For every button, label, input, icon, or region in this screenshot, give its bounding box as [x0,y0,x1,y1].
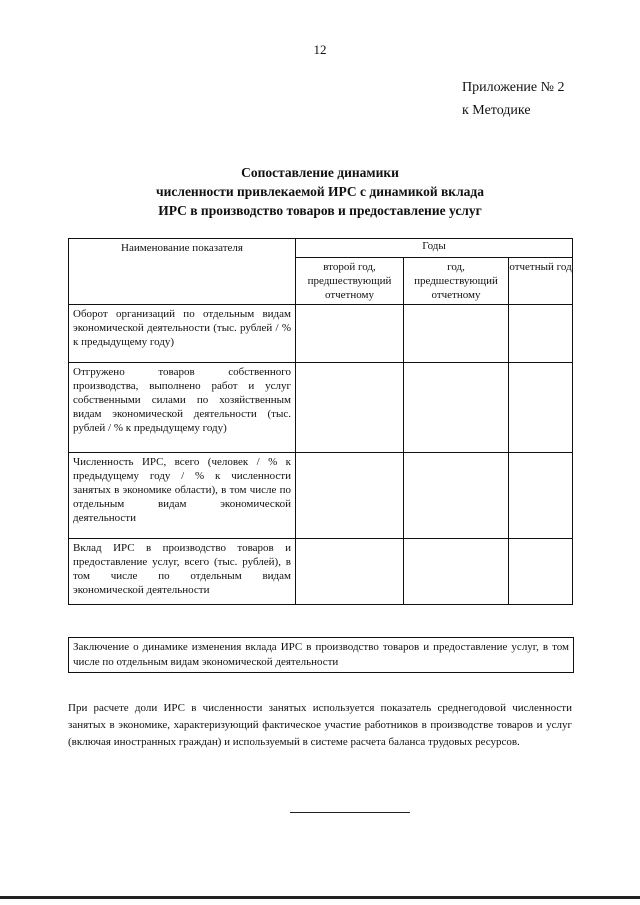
annex-line-1: Приложение № 2 [462,80,565,95]
title-line-3: ИРС в производство товаров и предоставление услуг [158,203,482,218]
table-cell [296,539,404,605]
table-cell [509,453,573,539]
annex-reference [462,76,565,122]
table-row [69,363,573,453]
footnote-text: При расчете доли ИРС в численности занятых используется показатель среднегодовой численности занятых в экономике, характеризующий фактическое участие работников в производстве товаров и услуг (включая иностранных граждан) и используемый в системе расчета баланса трудовых ресурсов. [68,702,572,748]
table-cell [404,453,509,539]
header-indicator-name: Наименование показателя [69,239,296,305]
header-col-prior-year: год, предшествующий отчетному [404,258,509,305]
table-cell [296,305,404,363]
row-label-shipped-goods: Отгружено товаров собственного производства, выполнено работ и услуг собственными силами по хозяйственным видам экономической деятельности (тыс. рублей / % к предыдущему году) [69,363,296,453]
header-col-second-prior-year: второй год, предшествующий отчетному [296,258,404,305]
annex-line-2: к Методике [462,103,531,118]
table-cell [404,305,509,363]
table-row [69,539,573,605]
separator-line [290,812,410,813]
row-label-turnover: Оборот организаций по отдельным видам экономической деятельности (тыс. рублей / % к предыдущему году) [69,305,296,363]
page-bottom-edge [0,896,640,899]
header-years: Годы [296,239,573,258]
table-header-row [69,239,573,258]
table-cell [509,363,573,453]
table-cell [509,539,573,605]
table-cell [404,539,509,605]
header-col-reporting-year: отчетный год [509,258,573,305]
table-cell [296,363,404,453]
table-cell [296,453,404,539]
row-label-irs-headcount: Численность ИРС, всего (человек / % к предыдущему году / % к численности занятых в экономике области), в том числе по отдельным видам экономической деятельности [69,453,296,539]
comparison-table [68,238,573,605]
page-number: 12 [313,42,327,57]
title-line-1: Сопоставление динамики [241,165,399,180]
title-line-2: численности привлекаемой ИРС с динамикой вклада [155,184,484,199]
row-label-irs-contribution: Вклад ИРС в производство товаров и предоставление услуг, всего (тыс. рублей), в том числе по отдельным видам экономической деятельности [69,539,296,605]
table-row [69,453,573,539]
document-title [60,163,580,220]
table-row [69,305,573,363]
table-cell [509,305,573,363]
table-cell [404,363,509,453]
conclusion-box: Заключение о динамике изменения вклада ИРС в производство товаров и предоставление услуг, в том числе по отдельным видам экономической деятельности [68,637,574,673]
